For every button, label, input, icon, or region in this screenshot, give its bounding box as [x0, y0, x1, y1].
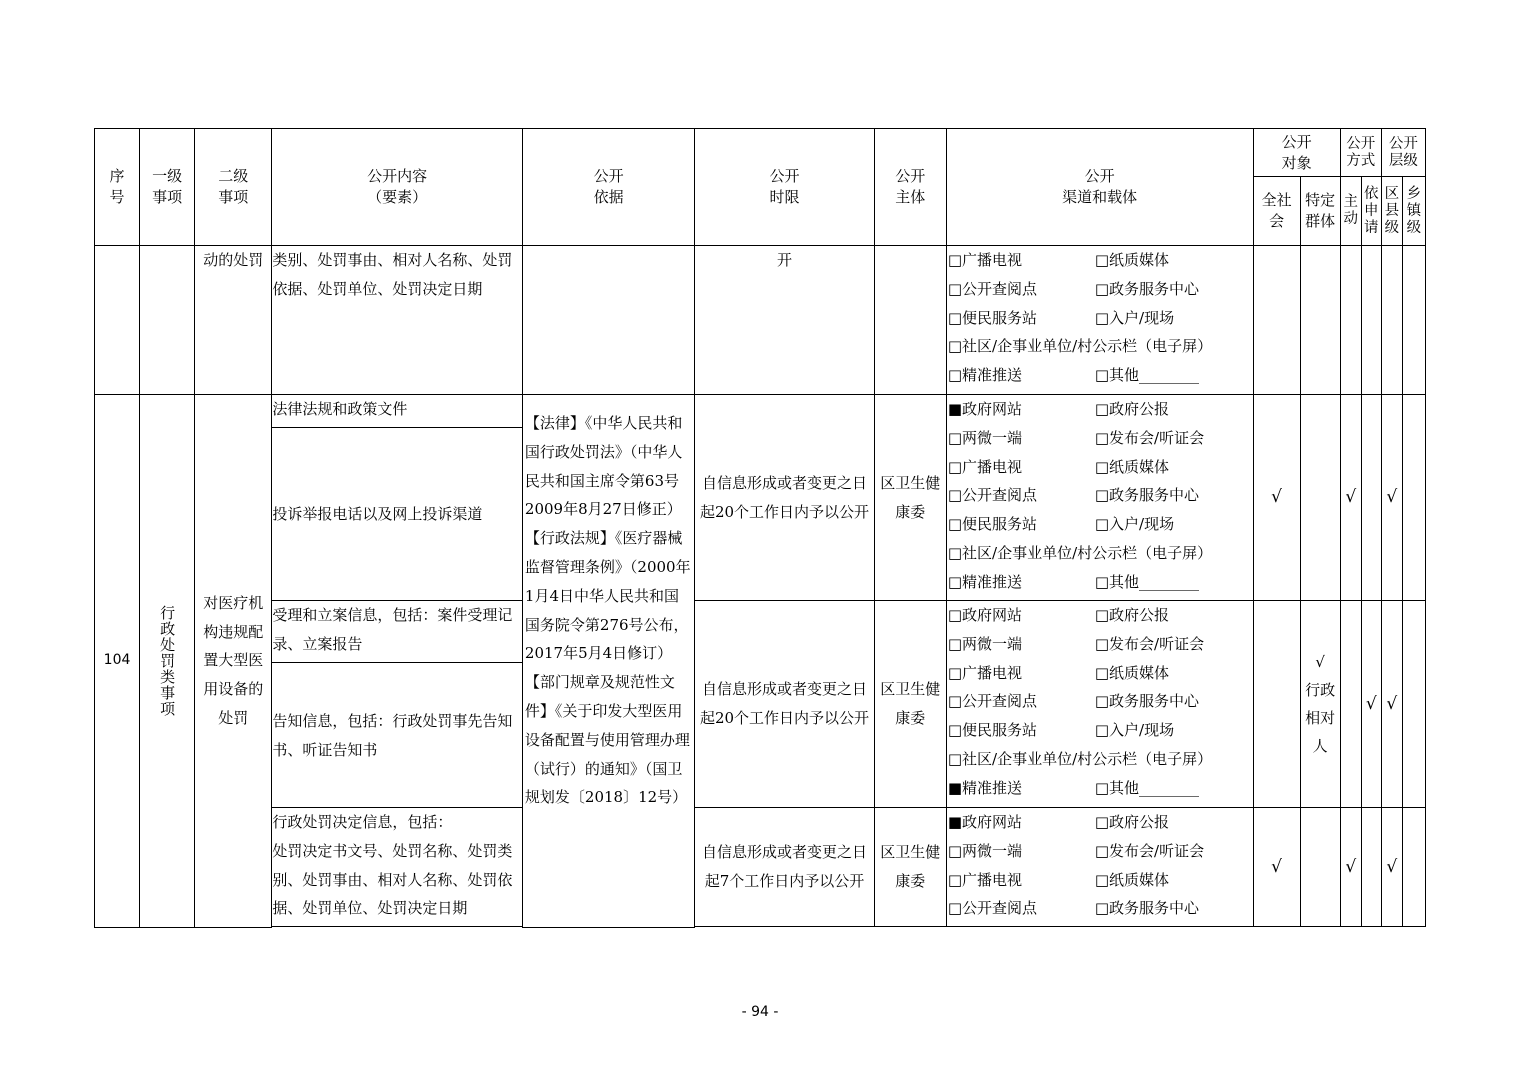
g1-county: √ [1381, 395, 1402, 601]
channel-option: □精准推送 [947, 572, 1023, 591]
channel-option: □广播电视 [947, 663, 1023, 682]
header-method-apply: 依 申 请 [1361, 177, 1381, 246]
channel-option: □精准推送 [947, 366, 1023, 385]
channel-option: □两微一端 [947, 634, 1023, 653]
channel-option: □发布会/听证会 [1094, 428, 1205, 447]
g1-all: √ [1253, 395, 1300, 601]
g2-apply: √ [1361, 601, 1381, 808]
table-row [95, 601, 1426, 663]
channel-option: □入户/现场 [1094, 308, 1175, 327]
cont-deadline: 开 [695, 246, 874, 395]
header-target: 公开 对象 [1253, 129, 1340, 177]
header-deadline: 公开 时限 [695, 129, 874, 246]
channel-option: □社区/企事业单位/村公示栏（电子屏） [947, 337, 1213, 356]
channel-option: ■政府网站 [947, 400, 1023, 418]
channel-option: □两微一端 [947, 428, 1023, 447]
g1-deadline: 自信息形成或者变更之日起20个工作日内予以公开 [695, 395, 874, 601]
channel-option: □政务服务中心 [1094, 692, 1200, 711]
channel-option: □纸质媒体 [1094, 251, 1170, 269]
g1-apply [1361, 395, 1381, 601]
content-decision: 行政处罚决定信息，包括： 处罚决定书文号、处罚名称、处罚类别、处罚事由、相对人名称、处罚依据、处罚单位、处罚决定日期 [272, 808, 523, 927]
g2-channels [947, 601, 1253, 803]
g2-active [1340, 601, 1361, 808]
page-number: - 94 - [741, 1004, 779, 1020]
header-level1: 一级 事项 [140, 129, 195, 246]
channel-option: □政务服务中心 [1094, 486, 1200, 505]
cont-content: 类别、处罚事由、相对人名称、处罚依据、处罚单位、处罚决定日期 [272, 246, 523, 395]
header-level-county: 区 县 级 [1381, 177, 1402, 246]
header-subject: 公开 主体 [874, 129, 946, 246]
content-filing: 受理和立案信息，包括：案件受理记录、立案报告 [272, 601, 523, 663]
channel-option: □便民服务站 [947, 515, 1038, 534]
header-method: 公开 方式 [1340, 129, 1381, 177]
channel-option: □政府网站 [947, 606, 1023, 624]
header-target-all: 全社 会 [1253, 177, 1300, 246]
g1-town [1402, 395, 1425, 601]
g2-deadline: 自信息形成或者变更之日起20个工作日内予以公开 [695, 601, 874, 808]
header-method-active: 主 动 [1340, 177, 1361, 246]
channel-option: □政务服务中心 [1094, 279, 1200, 298]
channel-option: □纸质媒体 [1094, 457, 1170, 476]
channel-option: □其他________ [1094, 778, 1200, 797]
channel-option: □公开查阅点 [947, 486, 1038, 505]
channel-option: □社区/企事业单位/村公示栏（电子屏） [947, 543, 1213, 562]
channel-option: □公开查阅点 [947, 692, 1038, 711]
g1-subject: 区卫生健康委 [874, 395, 946, 601]
channel-option: □其他________ [1094, 366, 1200, 385]
channel-option: ■精准推送 [947, 778, 1023, 797]
header-channel: 公开 渠道和载体 [946, 129, 1253, 246]
g3-channels [947, 808, 1253, 923]
g3-deadline: 自信息形成或者变更之日起7个工作日内予以公开 [695, 808, 874, 927]
g3-county: √ [1381, 808, 1402, 927]
channel-option: □两微一端 [947, 841, 1023, 860]
channel-option: □政府公报 [1094, 813, 1170, 831]
cont-channels [947, 246, 1253, 390]
item-level1: 行政处罚类事项 [158, 604, 177, 717]
channel-option: □便民服务站 [947, 308, 1038, 327]
channel-option: □公开查阅点 [947, 279, 1038, 298]
table-row [95, 395, 1426, 428]
g3-town [1402, 808, 1425, 927]
g1-channels [947, 395, 1253, 597]
header-level-town: 乡 镇 级 [1402, 177, 1425, 246]
g2-group: √ 行政 相对 人 [1300, 601, 1340, 808]
channel-option: □政府公报 [1094, 606, 1170, 624]
channel-option: □纸质媒体 [1094, 870, 1170, 889]
disclosure-table [94, 128, 1426, 928]
item-seq: 104 [95, 395, 140, 928]
channel-option: ■政府网站 [947, 813, 1023, 831]
channel-option: □入户/现场 [1094, 721, 1175, 740]
channel-option: □发布会/听证会 [1094, 841, 1205, 860]
g3-active: √ [1340, 808, 1361, 927]
channel-option: □广播电视 [947, 457, 1023, 476]
channel-option: □发布会/听证会 [1094, 634, 1205, 653]
item-basis: 【法律】《中华人民共和国行政处罚法》（中华人民共和国主席令第63号 2009年8月27日修正） 【行政法规】《医疗器械监督管理条例》（2000年1月4日中华人民共和国国务院令第276号公布，2017年5月4日修订） 【部门规章及规范性文件】《关于印发大型医用设备配置与使用管理办理（试行）的通知》（国卫规划发〔2018〕12号） [522, 395, 694, 928]
cont-level2: 动的处罚 [195, 246, 272, 395]
channel-option: □纸质媒体 [1094, 663, 1170, 682]
g1-group [1300, 395, 1340, 601]
channel-option: □广播电视 [947, 251, 1023, 269]
content-laws: 法律法规和政策文件 [272, 395, 523, 428]
table-row [95, 808, 1426, 927]
header-level: 公开 层级 [1381, 129, 1425, 177]
channel-option: □政务服务中心 [1094, 899, 1200, 918]
g2-county: √ [1381, 601, 1402, 808]
channel-option: □入户/现场 [1094, 515, 1175, 534]
channel-option: □公开查阅点 [947, 899, 1038, 918]
g2-subject: 区卫生健康委 [874, 601, 946, 808]
item-level2: 对医疗机构违规配置大型医用设备的处罚 [195, 395, 272, 928]
g3-apply [1361, 808, 1381, 927]
header-target-group: 特定 群体 [1300, 177, 1340, 246]
g3-all: √ [1253, 808, 1300, 927]
table-row [95, 246, 1426, 395]
content-notice: 告知信息，包括：行政处罚事先告知书、听证告知书 [272, 663, 523, 808]
channel-option: □其他________ [1094, 572, 1200, 591]
g3-group [1300, 808, 1340, 927]
content-complaint: 投诉举报电话以及网上投诉渠道 [272, 428, 523, 601]
g2-all [1253, 601, 1300, 808]
channel-option: □政府公报 [1094, 400, 1170, 418]
g3-subject: 区卫生健康委 [874, 808, 946, 927]
channel-option: □便民服务站 [947, 721, 1038, 740]
header-basis: 公开 依据 [522, 129, 694, 246]
channel-option: □社区/企事业单位/村公示栏（电子屏） [947, 749, 1213, 768]
g2-town [1402, 601, 1425, 808]
g1-active: √ [1340, 395, 1361, 601]
channel-option: □广播电视 [947, 870, 1023, 889]
header-seq: 序 号 [95, 129, 140, 246]
header-level2: 二级 事项 [195, 129, 272, 246]
header-content: 公开内容 （要素） [272, 129, 523, 246]
